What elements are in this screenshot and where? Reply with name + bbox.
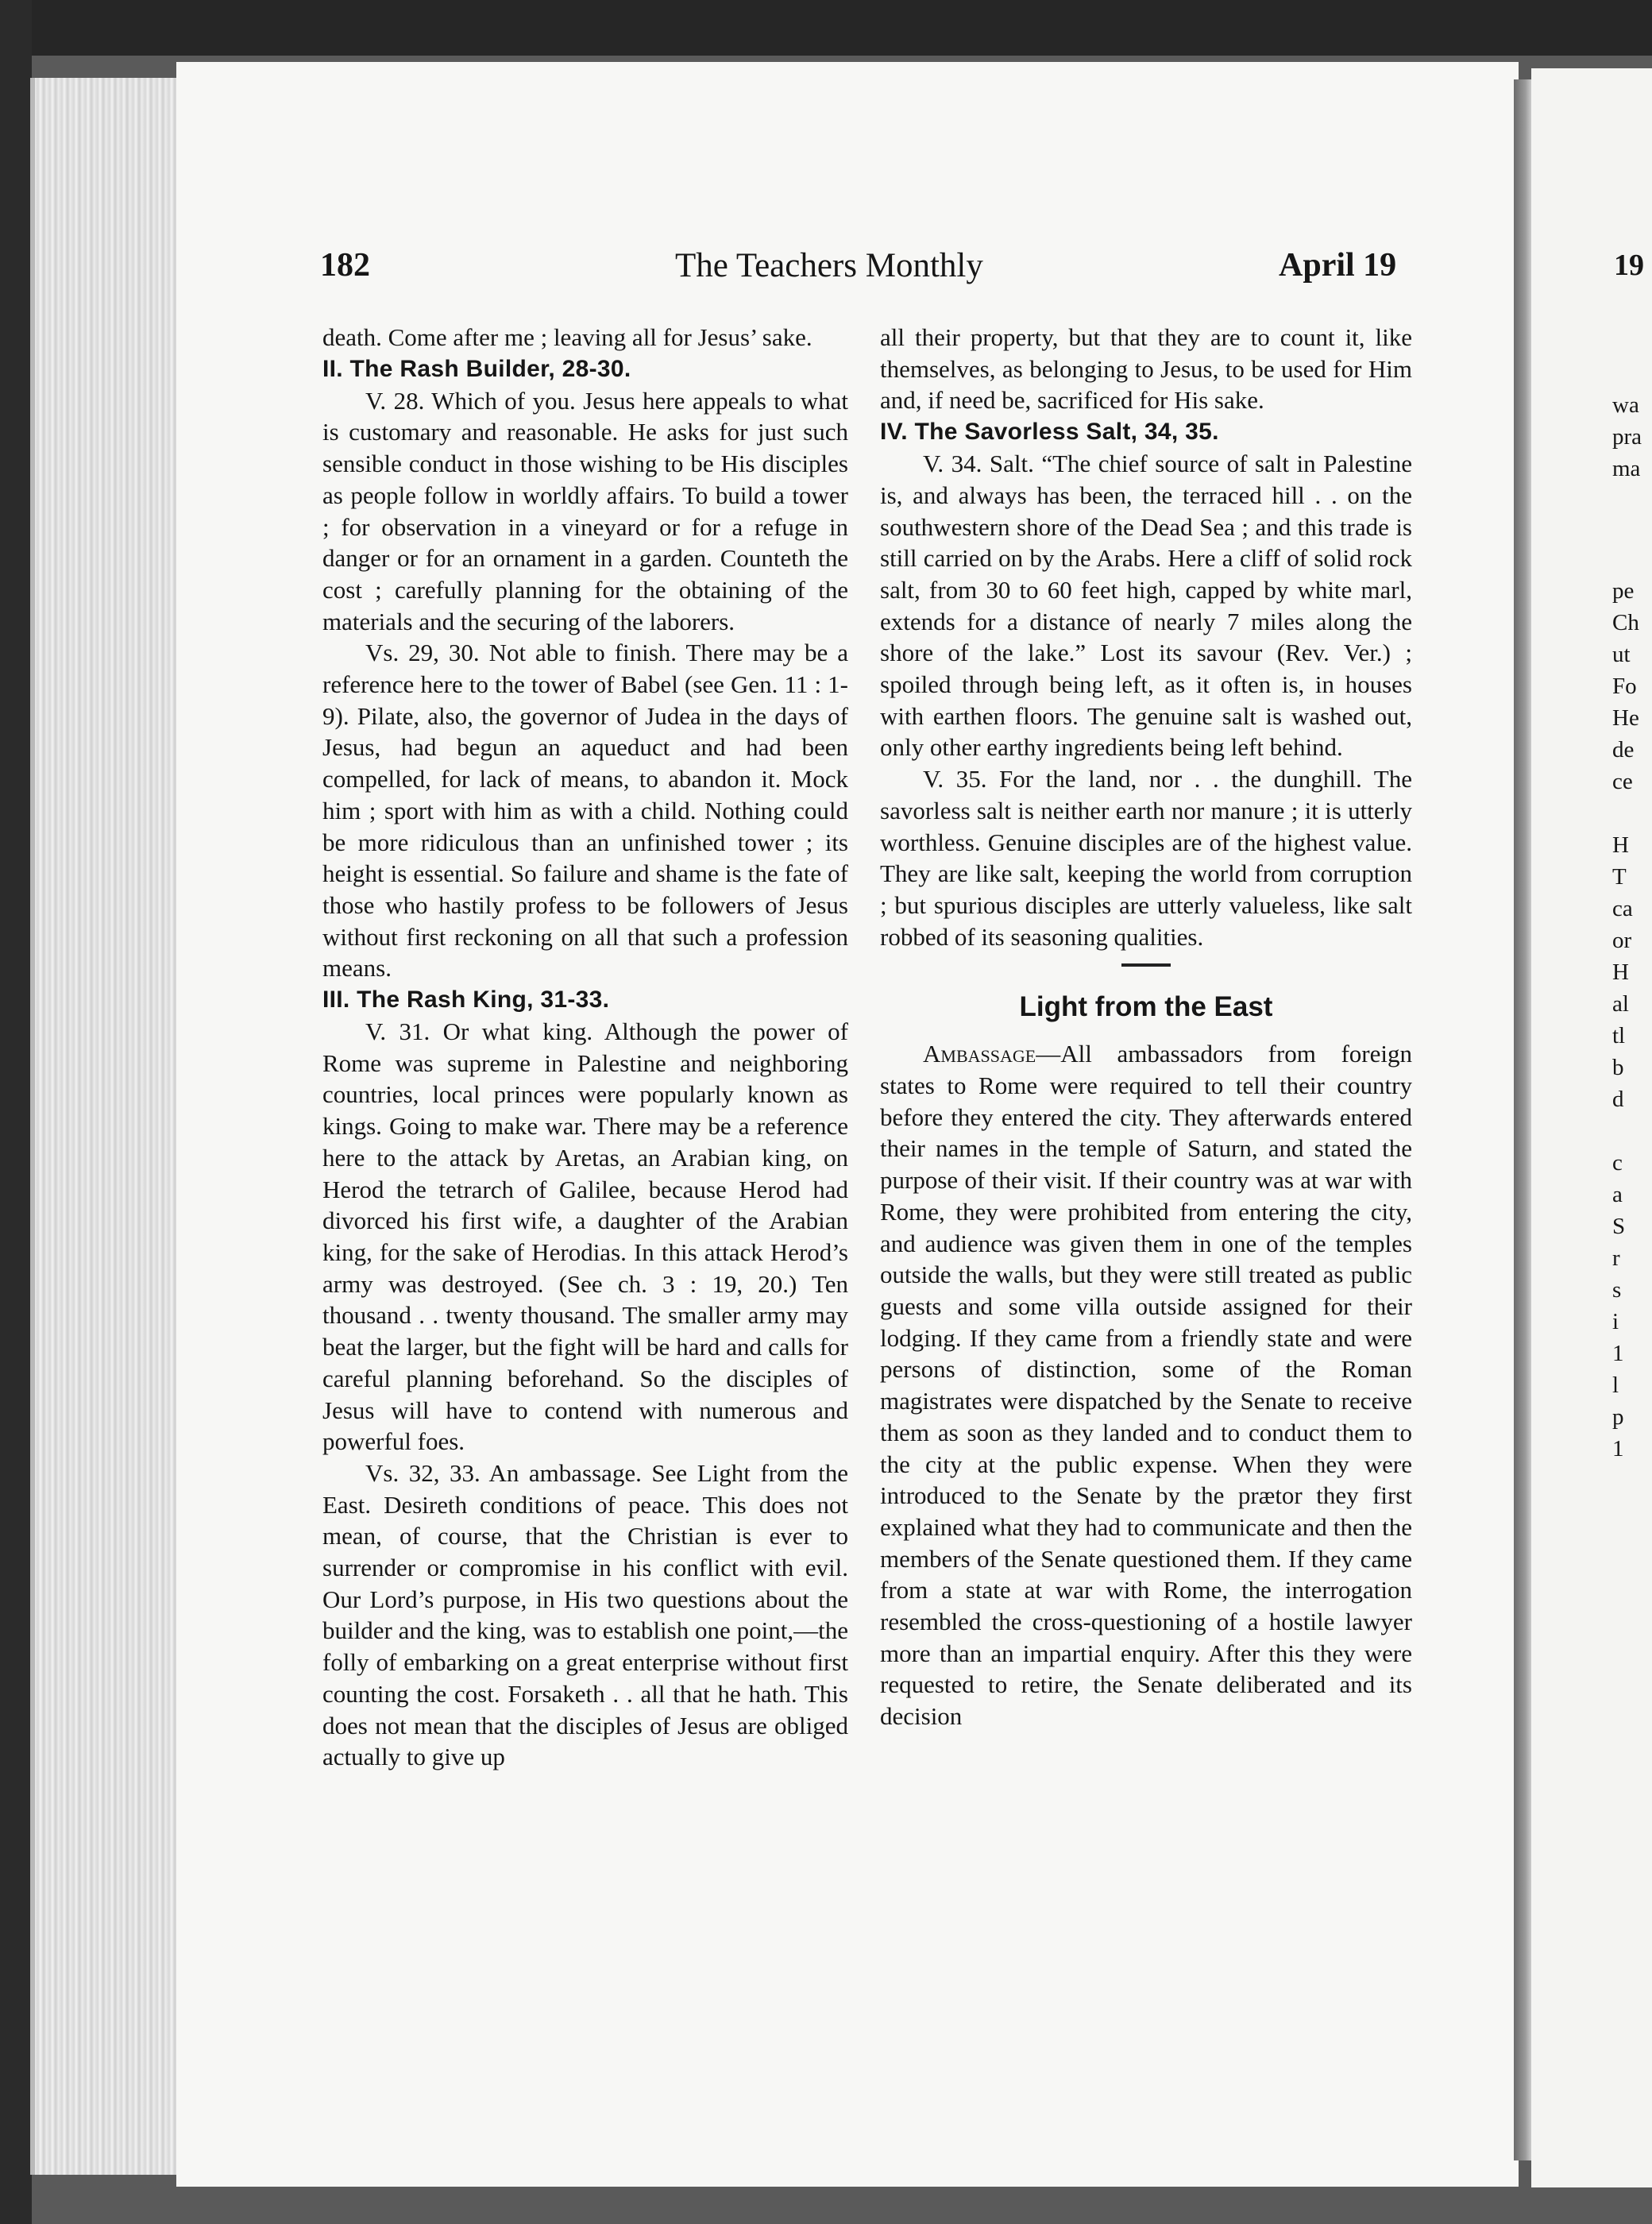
text-fragment: de <box>1612 737 1635 763</box>
page-number: 182 <box>320 247 370 284</box>
running-title: The Teachers Monthly <box>675 247 983 284</box>
text-fragment: Ch <box>1612 610 1639 635</box>
text-fragment: 1 <box>1612 1341 1624 1366</box>
paragraph: V. 35. For the land, nor . . the dunghill. The savorless salt is neither earth nor manure ; it is utterly worthless. Genuine disciples are of the highest value. They are like salt, keeping the world from corruption ; but spurious disciples are utterly valueless, like salt robbed of its seasoning qualities. <box>880 765 1412 951</box>
paragraph-ambassage <box>880 1038 1412 1732</box>
lead-term: Ambassage <box>923 1040 1036 1068</box>
text-fragment: T <box>1612 864 1627 890</box>
paragraph: Vs. 32, 33. An ambassage. See Light from the East. Desireth conditions of peace. This does not mean, of course, that the Christian is ever to surrender or compromise in his conflict with evil. Our Lord’s purpose, in His two questions about the builder and the king, was to establish one point,—the folly of embarking on a great enterprise without first counting the cost. Forsaketh . . all that he hath. This does not mean that the disciples of Jesus are obliged actually to give up <box>322 1458 848 1771</box>
text-fragment: ca <box>1612 896 1633 921</box>
text-fragment: b <box>1612 1055 1624 1080</box>
text-fragment: S <box>1612 1214 1626 1239</box>
paragraph: Vs. 29, 30. Not able to finish. There may be a reference here to the tower of Babel (see Gen. 11 : 1-9). Pilate, also, the governor of Judea in the days of Jesus, had begun an aqueduct and had been compelled, for lack of means, to abandon it. Mock him ; sport with him as with a child. Nothing could be more ridiculous than an unfinished tower ; its height is essential. So failure and shame is the fate of those who hastily profess to be followers of Jesus without first reckoning on all that such a profession means. <box>322 639 848 983</box>
text-fragment: i <box>1612 1309 1619 1334</box>
paragraph: all their property, but that they are to count it, like themselves, as belonging to Jesus, to be used for Him and, if need be, sacrificed for His sake. <box>880 323 1412 415</box>
text-fragment: H <box>1612 959 1629 985</box>
section-heading-rash-builder: II. The Rash Builder, 28-30. <box>322 355 631 382</box>
left-column <box>322 322 848 1773</box>
text-fragment: ce <box>1612 769 1633 794</box>
text-fragment: s <box>1612 1277 1622 1303</box>
text-fragment: ut <box>1612 642 1631 667</box>
paragraph: V. 34. Salt. “The chief source of salt in Palestine is, and always has been, the terraced hill . . on the southwestern shore of the Dead Sea ; and this trade is still carried on by the Arabs. Here a cliff of solid rock salt, from 30 to 60 feet high, capped by white marl, extends for a distance of nearly 7 miles along the shore of the lake.” Lost its savour (Rev. Ver.) ; spoiled through being left, as it often is, in houses with earthen floors. The genuine salt is washed out, only other earthy ingredients being left behind. <box>880 450 1412 762</box>
text-fragment: tl <box>1612 1023 1626 1048</box>
text-fragment: wa <box>1612 392 1639 418</box>
text-fragment: Fo <box>1612 674 1637 699</box>
scan-background-left <box>0 0 32 2224</box>
text-fragment: 1 <box>1612 1436 1624 1461</box>
next-page-edge <box>1531 68 1652 2187</box>
text-fragment: p <box>1612 1404 1624 1430</box>
text-fragment: pra <box>1612 424 1642 450</box>
text-fragment: c <box>1612 1150 1623 1176</box>
text-fragment: al <box>1612 991 1629 1017</box>
paragraph: death. Come after me ; leaving all for Jesus’ sake. <box>322 323 812 351</box>
section-heading-savorless-salt: IV. The Savorless Salt, 34, 35. <box>880 419 1219 446</box>
text-fragment: ma <box>1612 456 1641 481</box>
section-title-light-from-east: Light from the East <box>1019 991 1273 1023</box>
text-fragment: d <box>1612 1087 1624 1112</box>
paragraph: V. 28. Which of you. Jesus here appeals to what is customary and reasonable. He asks for just such sensible conduct in those wishing to be His disciples as people follow in worldly affairs. To build a tower ; for observation in a vineyard or for a refuge in danger or for an ornament in a garden. Counteth the cost ; carefully planning for the obtaining of the materials and the securing of the laborers. <box>322 386 848 635</box>
section-heading-rash-king: III. The Rash King, 31-33. <box>322 987 610 1014</box>
text-fragment: a <box>1612 1182 1623 1207</box>
scan-background <box>0 0 1652 56</box>
text-fragment: H <box>1612 832 1629 858</box>
right-column <box>880 322 1412 1732</box>
text-fragment: r <box>1612 1245 1620 1271</box>
text-fragment: l <box>1612 1373 1619 1398</box>
issue-date: April 19 <box>1279 247 1397 284</box>
book-gutter-shadow <box>1514 79 1533 2160</box>
text-fragment: He <box>1612 705 1639 731</box>
text-fragment: or <box>1612 928 1632 953</box>
paragraph-body: —All ambassadors from foreign states to Rome were required to tell their country before they entered the city. They afterwards entered their names in the temple of Saturn, and stated the purpose of their visit. If their country was at war with Rome, they were prohibited from entering the city, and audience was given them in one of the temples outside the walls, but they were still treated as public guests and some villa outside assigned for their lodging. If they came from a friendly state and were persons of distinction, some of the Roman magistrates were dispatched by the Senate to receive them as soon as they landed and to conduct them to the city at the public expense. When they were introduced to the Senate by the prætor they first explained what they had to communicate and then the members of the Senate questioned them. If they came from a state at war with Rome, the interrogation resembled the cross-questioning of a hostile lawyer more than an impartial enquiry. After this they were requested to retire, the Senate deliberated and its decision <box>880 1040 1412 1731</box>
text-fragment: pe <box>1612 578 1635 604</box>
book-page-edges <box>30 78 186 2175</box>
paragraph: V. 31. Or what king. Although the power of Rome was supreme in Palestine and neighboring countries, local princes were popularly known as kings. Going to make war. There may be a reference here to the attack by Aretas, an Arabian king, on Herod the tetrarch of Galilee, because Herod had divorced his first wife, a daughter of the Arabian king, for the sake of Herodias. In this attack Herod’s army was destroyed. (See ch. 3 : 19, 20.) Ten thousand . . twenty thousand. The smaller army may beat the larger, but the fight will be hard and calls for careful planning beforehand. So the disciples of Jesus will have to contend with numerous and powerful foes. <box>322 1017 848 1456</box>
section-divider <box>1121 963 1171 967</box>
next-page-number: 19 <box>1614 249 1644 282</box>
